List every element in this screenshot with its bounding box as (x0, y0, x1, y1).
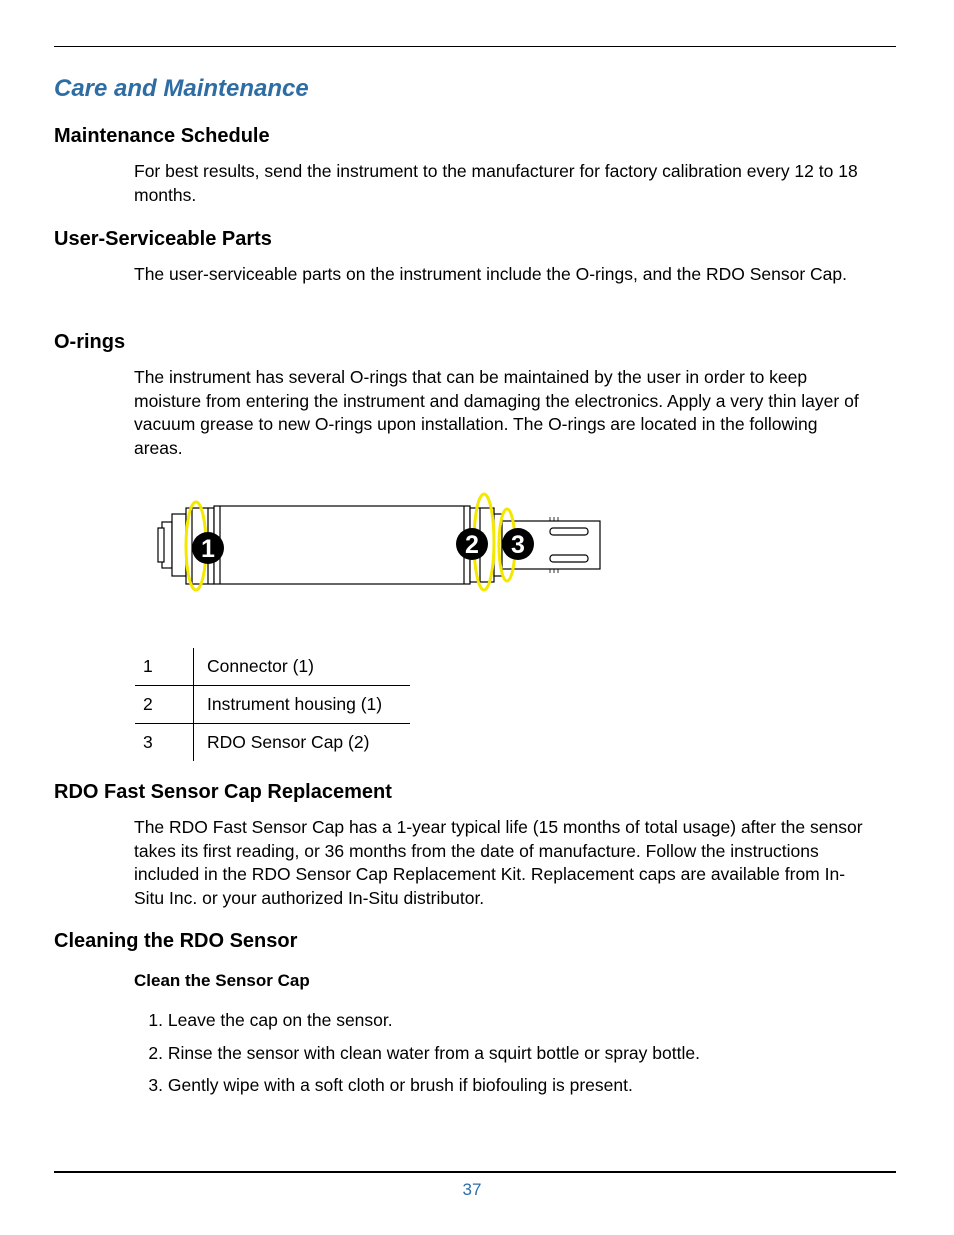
rdo-replacement-text: The RDO Fast Sensor Cap has a 1-year typical life (15 months of total usage) after the sensor takes its first reading, or 36 months from the date of manufacture. Follow the instructions included in the RDO Sensor Cap Replacement Kit. Replacement caps are available from In-Situ Inc. or your authorized In-Situ distributor. (134, 817, 863, 908)
step-number: 2. (148, 1042, 163, 1063)
page-title: Care and Maintenance (54, 75, 309, 102)
part-description: RDO Sensor Cap (2) (194, 724, 411, 762)
table-row (135, 648, 410, 686)
list-item (134, 1073, 700, 1106)
part-number: 1 (135, 648, 194, 686)
callout-2 (456, 528, 488, 560)
heading-o-rings: O-rings (54, 331, 126, 353)
bottom-rule (54, 1171, 896, 1173)
parts-table (135, 648, 410, 761)
user-serviceable-text: The user-serviceable parts on the instrument include the O-rings, and the RDO Sensor Cap. (134, 264, 847, 284)
connector-body (172, 514, 186, 576)
maintenance-schedule-text: For best results, send the instrument to the manufacturer for factory calibration every 12 to 18 months. (134, 161, 858, 205)
heading-rdo-replacement: RDO Fast Sensor Cap Replacement (54, 781, 392, 803)
table-row (135, 686, 410, 724)
part-number: 3 (135, 724, 194, 762)
list-item (134, 1041, 700, 1074)
part-description: Connector (1) (207, 656, 314, 676)
connector-tip (158, 528, 164, 562)
instrument-housing (214, 506, 470, 584)
step-text: Gently wipe with a soft cloth or brush if biofouling is present. (167, 1075, 633, 1095)
heading-cleaning: Cleaning the RDO Sensor (54, 930, 298, 952)
table-row (135, 724, 410, 762)
step-text: Rinse the sensor with clean water from a squirt bottle or spray bottle. (167, 1042, 700, 1063)
part-description: Instrument housing (1) (194, 686, 411, 724)
svg-text:3: 3 (511, 531, 525, 559)
top-rule (54, 46, 896, 47)
step-number: 3. (148, 1075, 163, 1095)
step-text: Leave the cap on the sensor. (167, 1010, 393, 1030)
instrument-diagram (150, 488, 620, 598)
subheading-clean-sensor-cap: Clean the Sensor Cap (134, 971, 310, 990)
svg-text:1: 1 (201, 535, 215, 563)
o-rings-text: The instrument has several O-rings that can be maintained by the user in order to keep moisture from entering the instrument and damaging the electronics. Apply a very thin layer of vacuum grease to new O-rings upon installation. The O-rings are located in the following areas. (134, 367, 859, 458)
step-number: 1. (148, 1010, 163, 1030)
part-number: 2 (135, 686, 194, 724)
page-number: 37 (462, 1180, 482, 1199)
heading-maintenance-schedule: Maintenance Schedule (54, 125, 270, 147)
cleaning-steps (134, 1008, 700, 1106)
svg-text:2: 2 (465, 531, 479, 559)
heading-user-serviceable-parts: User-Serviceable Parts (54, 228, 272, 250)
callout-1 (192, 532, 224, 564)
callout-3 (502, 528, 534, 560)
list-item (134, 1008, 700, 1041)
